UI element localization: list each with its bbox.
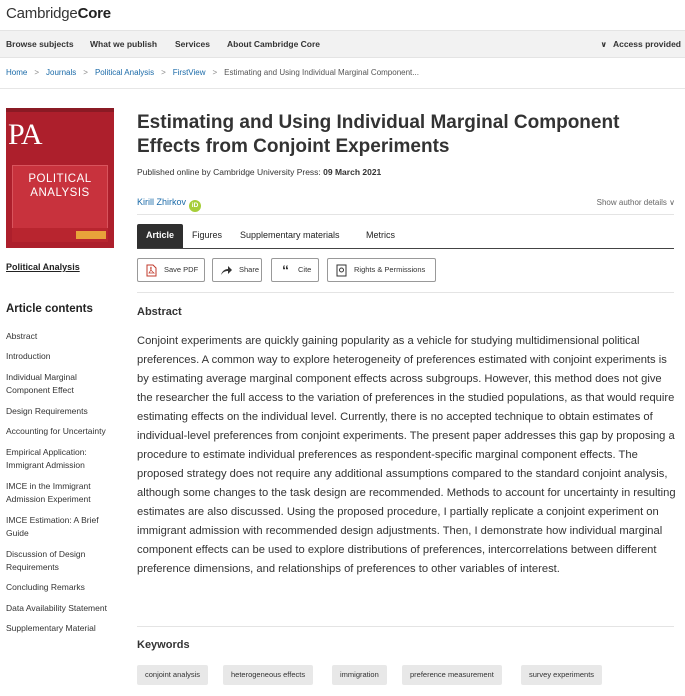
divider: [0, 88, 685, 89]
cite-label: Cite: [298, 265, 312, 274]
toc-item-concluding[interactable]: Concluding Remarks: [6, 582, 85, 593]
access-provided-menu[interactable]: [600, 39, 681, 49]
article-contents-heading: Article contents: [6, 303, 93, 315]
quote-icon: “: [282, 262, 289, 278]
tab-figures[interactable]: Figures: [192, 230, 223, 240]
save-pdf-button[interactable]: [137, 258, 205, 282]
logo-text-cambridge: Cambridge: [6, 5, 78, 22]
nav-what-we-publish[interactable]: What we publish: [90, 39, 158, 49]
cover-title-line: ANALYSIS: [30, 187, 90, 199]
show-author-details-toggle[interactable]: [597, 198, 675, 207]
breadcrumb-separator: >: [83, 68, 88, 77]
pdf-icon: [145, 264, 158, 277]
cite-button[interactable]: [271, 258, 319, 282]
nav-about[interactable]: About Cambridge Core: [227, 39, 321, 49]
divider: [137, 292, 674, 293]
article-contents-list: [6, 330, 116, 643]
tab-supplementary[interactable]: Supplementary materials: [240, 230, 340, 240]
toc-item-abstract[interactable]: Abstract: [6, 331, 38, 341]
article-title: Estimating and Using Individual Marginal Component Effects from Conjoint Experiments: [137, 112, 620, 157]
breadcrumb-current: Estimating and Using Individual Marginal Component...: [224, 68, 419, 77]
save-pdf-label: Save PDF: [164, 265, 199, 274]
toc-item-imce[interactable]: Individual Marginal Component Effect: [6, 371, 77, 396]
access-provided-label: Access provided: [612, 39, 681, 49]
divider: [137, 626, 674, 627]
rights-label: Rights & Permissions: [354, 265, 426, 274]
breadcrumb-firstview[interactable]: FirstView: [172, 68, 206, 77]
published-date: 09 March 2021: [323, 167, 382, 177]
nav-browse-subjects[interactable]: Browse subjects: [6, 39, 74, 49]
nav-services[interactable]: Services: [175, 39, 210, 49]
keyword-tag[interactable]: conjoint analysis: [137, 665, 208, 685]
publication-info: [137, 167, 381, 177]
breadcrumb-separator: >: [161, 68, 166, 77]
share-icon: [220, 264, 233, 277]
tab-underline: [137, 248, 674, 249]
share-label: Share: [239, 265, 260, 274]
keyword-tag[interactable]: heterogeneous effects: [223, 665, 313, 685]
breadcrumb-separator: >: [34, 68, 40, 77]
breadcrumb-home[interactable]: Home: [6, 68, 28, 77]
toc-item-empirical-application[interactable]: Empirical Application: Immigrant Admission: [6, 446, 87, 471]
abstract-heading: Abstract: [137, 306, 182, 318]
show-author-label: Show author details: [596, 198, 667, 207]
publisher-logo: [76, 231, 106, 239]
divider: [137, 214, 674, 215]
toc-item-uncertainty[interactable]: Accounting for Uncertainty: [6, 426, 106, 437]
top-header: [0, 0, 685, 30]
toc-item-introduction[interactable]: Introduction: [6, 351, 51, 362]
keyword-tag[interactable]: survey experiments: [521, 665, 602, 685]
cover-footer: [12, 228, 108, 242]
toc-item-supplementary[interactable]: Supplementary Material: [6, 623, 96, 634]
breadcrumb-separator: >: [212, 68, 218, 77]
cambridge-core-logo[interactable]: [6, 5, 111, 22]
cover-letters: PA: [8, 118, 42, 151]
breadcrumb: [6, 68, 419, 77]
keyword-tag[interactable]: immigration: [332, 665, 387, 685]
cover-title: [14, 172, 106, 200]
tab-article[interactable]: Article: [137, 224, 183, 248]
orcid-icon[interactable]: iD: [189, 200, 201, 212]
main-nav: [0, 30, 685, 58]
breadcrumb-journals[interactable]: Journals: [46, 68, 77, 77]
toc-item-discussion[interactable]: Discussion of Design Requirements: [6, 548, 86, 573]
logo-text-core: Core: [77, 5, 111, 22]
toc-item-data-availability[interactable]: Data Availability Statement: [6, 602, 107, 613]
tab-metrics[interactable]: Metrics: [366, 230, 395, 240]
share-button[interactable]: [212, 258, 262, 282]
cover-title-line: POLITICAL: [28, 173, 92, 185]
chevron-down-icon: ∨: [600, 40, 607, 49]
chevron-down-icon: ∨: [669, 198, 675, 207]
author-name-text: Kirill Zhirkov: [137, 197, 187, 207]
published-prefix: Published online by Cambridge University Press:: [137, 167, 324, 177]
keyword-tag[interactable]: preference measurement: [402, 665, 502, 685]
journal-name-link[interactable]: Political Analysis: [6, 262, 80, 272]
breadcrumb-political-analysis[interactable]: Political Analysis: [94, 68, 155, 77]
journal-cover-image[interactable]: [6, 108, 114, 248]
keywords-heading: Keywords: [137, 639, 190, 651]
certificate-icon: [335, 264, 348, 277]
toc-item-design-requirements[interactable]: Design Requirements: [6, 405, 88, 416]
abstract-text: Conjoint experiments are quickly gaining popularity as a vehicle for studying multidimensional political preferences. A common way to explore heterogeneity of preferences estimated with conjoint experiments is by estimating average marginal component effects across subgroups. However, this method does not give the researcher the full access to the variation of preferences in the studied populations, as that would require estimating effects on the individual level. Currently, there is no accepted technique to obtain estimates of individual-level preferences from conjoint experiments. The present paper addresses this gap by proposing a procedure to estimate individual preferences as respondent-specific marginal component effects. The proposed strategy does not require any additional assumptions compared to the standard conjoint analysis, although some changes to the task design are recommended. Methods to account for uncertainty in resulting estimates are also discussed. Using the proposed procedure, I partially replicate a conjoint experiment on immigrant admission with recommended design adjustments. Then, I demonstrate how individual marginal component effects can be used to explore distributions of preferences, intercorrelations between different preference dimensions, and relationships of preferences to other variables of interest.: [137, 335, 676, 575]
toc-item-imce-guide[interactable]: IMCE Estimation: A Brief Guide: [6, 514, 99, 539]
rights-permissions-button[interactable]: [327, 258, 436, 282]
author-name[interactable]: [137, 197, 201, 212]
toc-item-imce-experiment[interactable]: IMCE in the Immigrant Admission Experiment: [6, 480, 91, 505]
